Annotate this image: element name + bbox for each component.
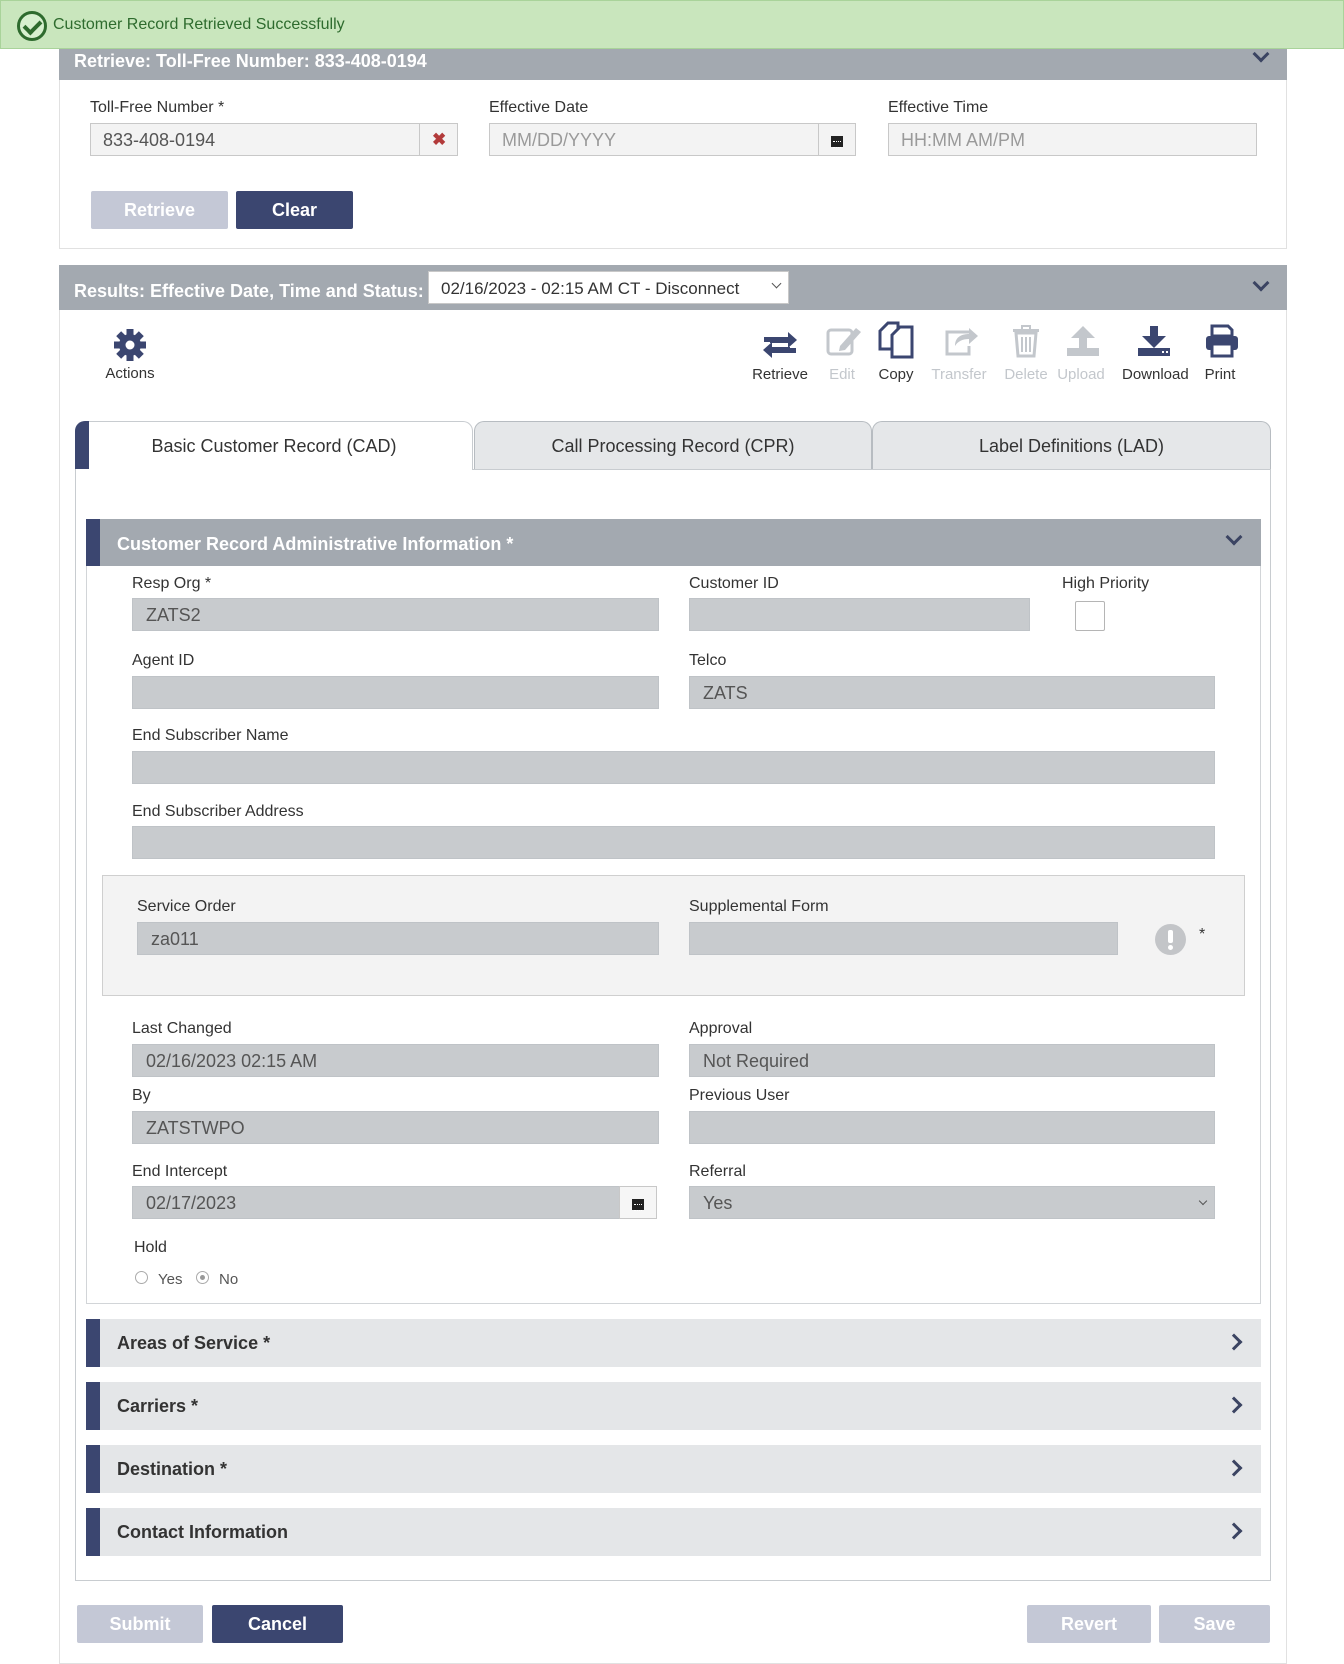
check-circle-icon	[17, 11, 47, 41]
chevron-right-icon[interactable]	[1226, 1334, 1243, 1351]
contact-information-section[interactable]	[86, 1508, 1261, 1556]
clear-field-button[interactable]	[419, 123, 458, 156]
hold-no-radio[interactable]	[196, 1271, 209, 1284]
delete-label: Delete	[1004, 366, 1048, 383]
last-changed-label: Last Changed	[132, 1020, 232, 1037]
copy-icon	[878, 321, 914, 359]
effective-date-input[interactable]: MM/DD/YYYY	[489, 123, 819, 156]
hold-yes-label: Yes	[158, 1271, 183, 1288]
areas-of-service-section[interactable]	[86, 1319, 1261, 1367]
select-chevron-icon	[1199, 1197, 1207, 1205]
end-subscriber-name-label: End Subscriber Name	[132, 727, 289, 744]
section-title: Destination *	[117, 1459, 228, 1479]
actions-label: Actions	[105, 365, 155, 382]
revert-button[interactable]: Revert	[1027, 1605, 1151, 1643]
previous-user-input	[689, 1111, 1215, 1144]
approval-label: Approval	[689, 1020, 753, 1037]
status-select[interactable]	[428, 271, 789, 304]
admin-section-header[interactable]	[86, 519, 1261, 566]
save-button[interactable]: Save	[1159, 1605, 1270, 1643]
banner-message: Customer Record Retrieved Successfully	[53, 16, 345, 33]
carriers-section[interactable]	[86, 1382, 1261, 1430]
effective-time-label: Effective Time	[888, 99, 989, 116]
agent-id-input	[132, 676, 659, 709]
tab-label-definitions[interactable]: Label Definitions (LAD)	[872, 421, 1271, 469]
previous-user-label: Previous User	[689, 1087, 790, 1104]
download-label: Download	[1122, 366, 1189, 383]
supplemental-form-label: Supplemental Form	[689, 898, 829, 915]
section-accent-bar	[86, 1445, 100, 1493]
high-priority-checkbox[interactable]	[1075, 601, 1105, 631]
date-picker-button[interactable]	[818, 123, 856, 156]
transfer-label: Transfer	[931, 366, 987, 383]
section-accent-bar	[86, 1319, 100, 1367]
x-icon: ✖	[432, 130, 447, 149]
success-banner	[0, 0, 1344, 49]
end-subscriber-address-label: End Subscriber Address	[132, 803, 304, 820]
active-tab-indicator	[75, 421, 89, 469]
telco-input: ZATS	[689, 676, 1215, 709]
calendar-icon	[831, 136, 843, 147]
destination-section[interactable]	[86, 1445, 1261, 1493]
retrieve-panel-header[interactable]	[59, 49, 1287, 80]
resp-org-input: ZATS2	[132, 598, 659, 631]
chevron-down-icon[interactable]	[1253, 275, 1270, 292]
gear-icon	[113, 328, 147, 362]
cancel-button[interactable]: Cancel	[212, 1605, 343, 1643]
admin-section-title: Customer Record Administrative Information *	[117, 534, 514, 554]
service-order-input: za011	[137, 922, 659, 955]
edit-label: Edit	[829, 366, 855, 383]
agent-id-label: Agent ID	[132, 652, 195, 669]
chevron-right-icon[interactable]	[1226, 1460, 1243, 1477]
copy-label: Copy	[878, 366, 914, 383]
effective-time-input[interactable]: HH:MM AM/PM	[888, 123, 1257, 156]
retrieve-tool-label: Retrieve	[752, 366, 808, 383]
download-icon	[1136, 324, 1172, 358]
trash-icon	[1010, 324, 1044, 358]
hold-no-label: No	[219, 1271, 239, 1288]
chevron-right-icon[interactable]	[1226, 1523, 1243, 1540]
customer-id-input	[689, 598, 1030, 631]
end-subscriber-address-input	[132, 826, 1215, 859]
chevron-right-icon[interactable]	[1226, 1397, 1243, 1414]
resp-org-label: Resp Org *	[132, 575, 212, 592]
retrieve-panel-title: Retrieve: Toll-Free Number: 833-408-0194	[74, 51, 427, 71]
clear-button[interactable]: Clear	[236, 191, 353, 229]
section-title: Areas of Service *	[117, 1333, 271, 1353]
end-intercept-input: 02/17/2023	[132, 1186, 620, 1219]
retrieve-button[interactable]: Retrieve	[91, 191, 228, 229]
supplemental-form-input	[689, 922, 1118, 955]
chevron-down-icon[interactable]	[1253, 46, 1270, 63]
end-intercept-date-picker[interactable]	[619, 1186, 657, 1219]
printer-icon	[1204, 324, 1240, 358]
section-accent-bar	[86, 1382, 100, 1430]
referral-select	[689, 1186, 1215, 1219]
approval-input: Not Required	[689, 1044, 1215, 1077]
toll-free-input[interactable]: 833-408-0194	[90, 123, 420, 156]
tab-call-processing-record[interactable]: Call Processing Record (CPR)	[474, 421, 872, 469]
hold-yes-radio[interactable]	[135, 1271, 148, 1284]
toll-free-label: Toll-Free Number *	[90, 99, 225, 116]
admin-section-bar	[86, 519, 100, 566]
end-subscriber-name-input	[132, 751, 1215, 784]
upload-label: Upload	[1057, 366, 1105, 383]
end-intercept-label: End Intercept	[132, 1163, 228, 1180]
chevron-down-icon[interactable]	[1226, 529, 1243, 546]
section-accent-bar	[86, 1508, 100, 1556]
referral-label: Referral	[689, 1163, 746, 1180]
customer-id-label: Customer ID	[689, 575, 779, 592]
select-chevron-icon	[772, 279, 782, 289]
edit-icon	[826, 324, 862, 358]
hold-label: Hold	[134, 1239, 167, 1256]
print-label: Print	[1204, 366, 1236, 383]
by-label: By	[132, 1087, 151, 1104]
status-select-value: 02/16/2023 - 02:15 AM CT - Disconnect	[441, 279, 740, 298]
service-order-label: Service Order	[137, 898, 236, 915]
results-panel-header[interactable]	[59, 265, 1287, 310]
required-mark: *	[1199, 926, 1206, 943]
last-changed-input: 02/16/2023 02:15 AM	[132, 1044, 659, 1077]
high-priority-label: High Priority	[1062, 575, 1150, 592]
section-title: Contact Information	[117, 1522, 288, 1542]
share-icon	[943, 324, 979, 358]
submit-button[interactable]: Submit	[77, 1605, 203, 1643]
calendar-icon	[632, 1199, 644, 1210]
warning-icon	[1155, 924, 1186, 955]
retrieve-icon	[760, 328, 800, 362]
results-panel-title: Results: Effective Date, Time and Status:	[74, 281, 424, 301]
effective-date-label: Effective Date	[489, 99, 589, 116]
tab-basic-customer-record[interactable]: Basic Customer Record (CAD)	[75, 421, 473, 470]
telco-label: Telco	[689, 652, 727, 669]
upload-icon	[1065, 324, 1101, 358]
referral-select-value: Yes	[703, 1193, 733, 1213]
section-title: Carriers *	[117, 1396, 199, 1416]
by-input: ZATSTWPO	[132, 1111, 659, 1144]
